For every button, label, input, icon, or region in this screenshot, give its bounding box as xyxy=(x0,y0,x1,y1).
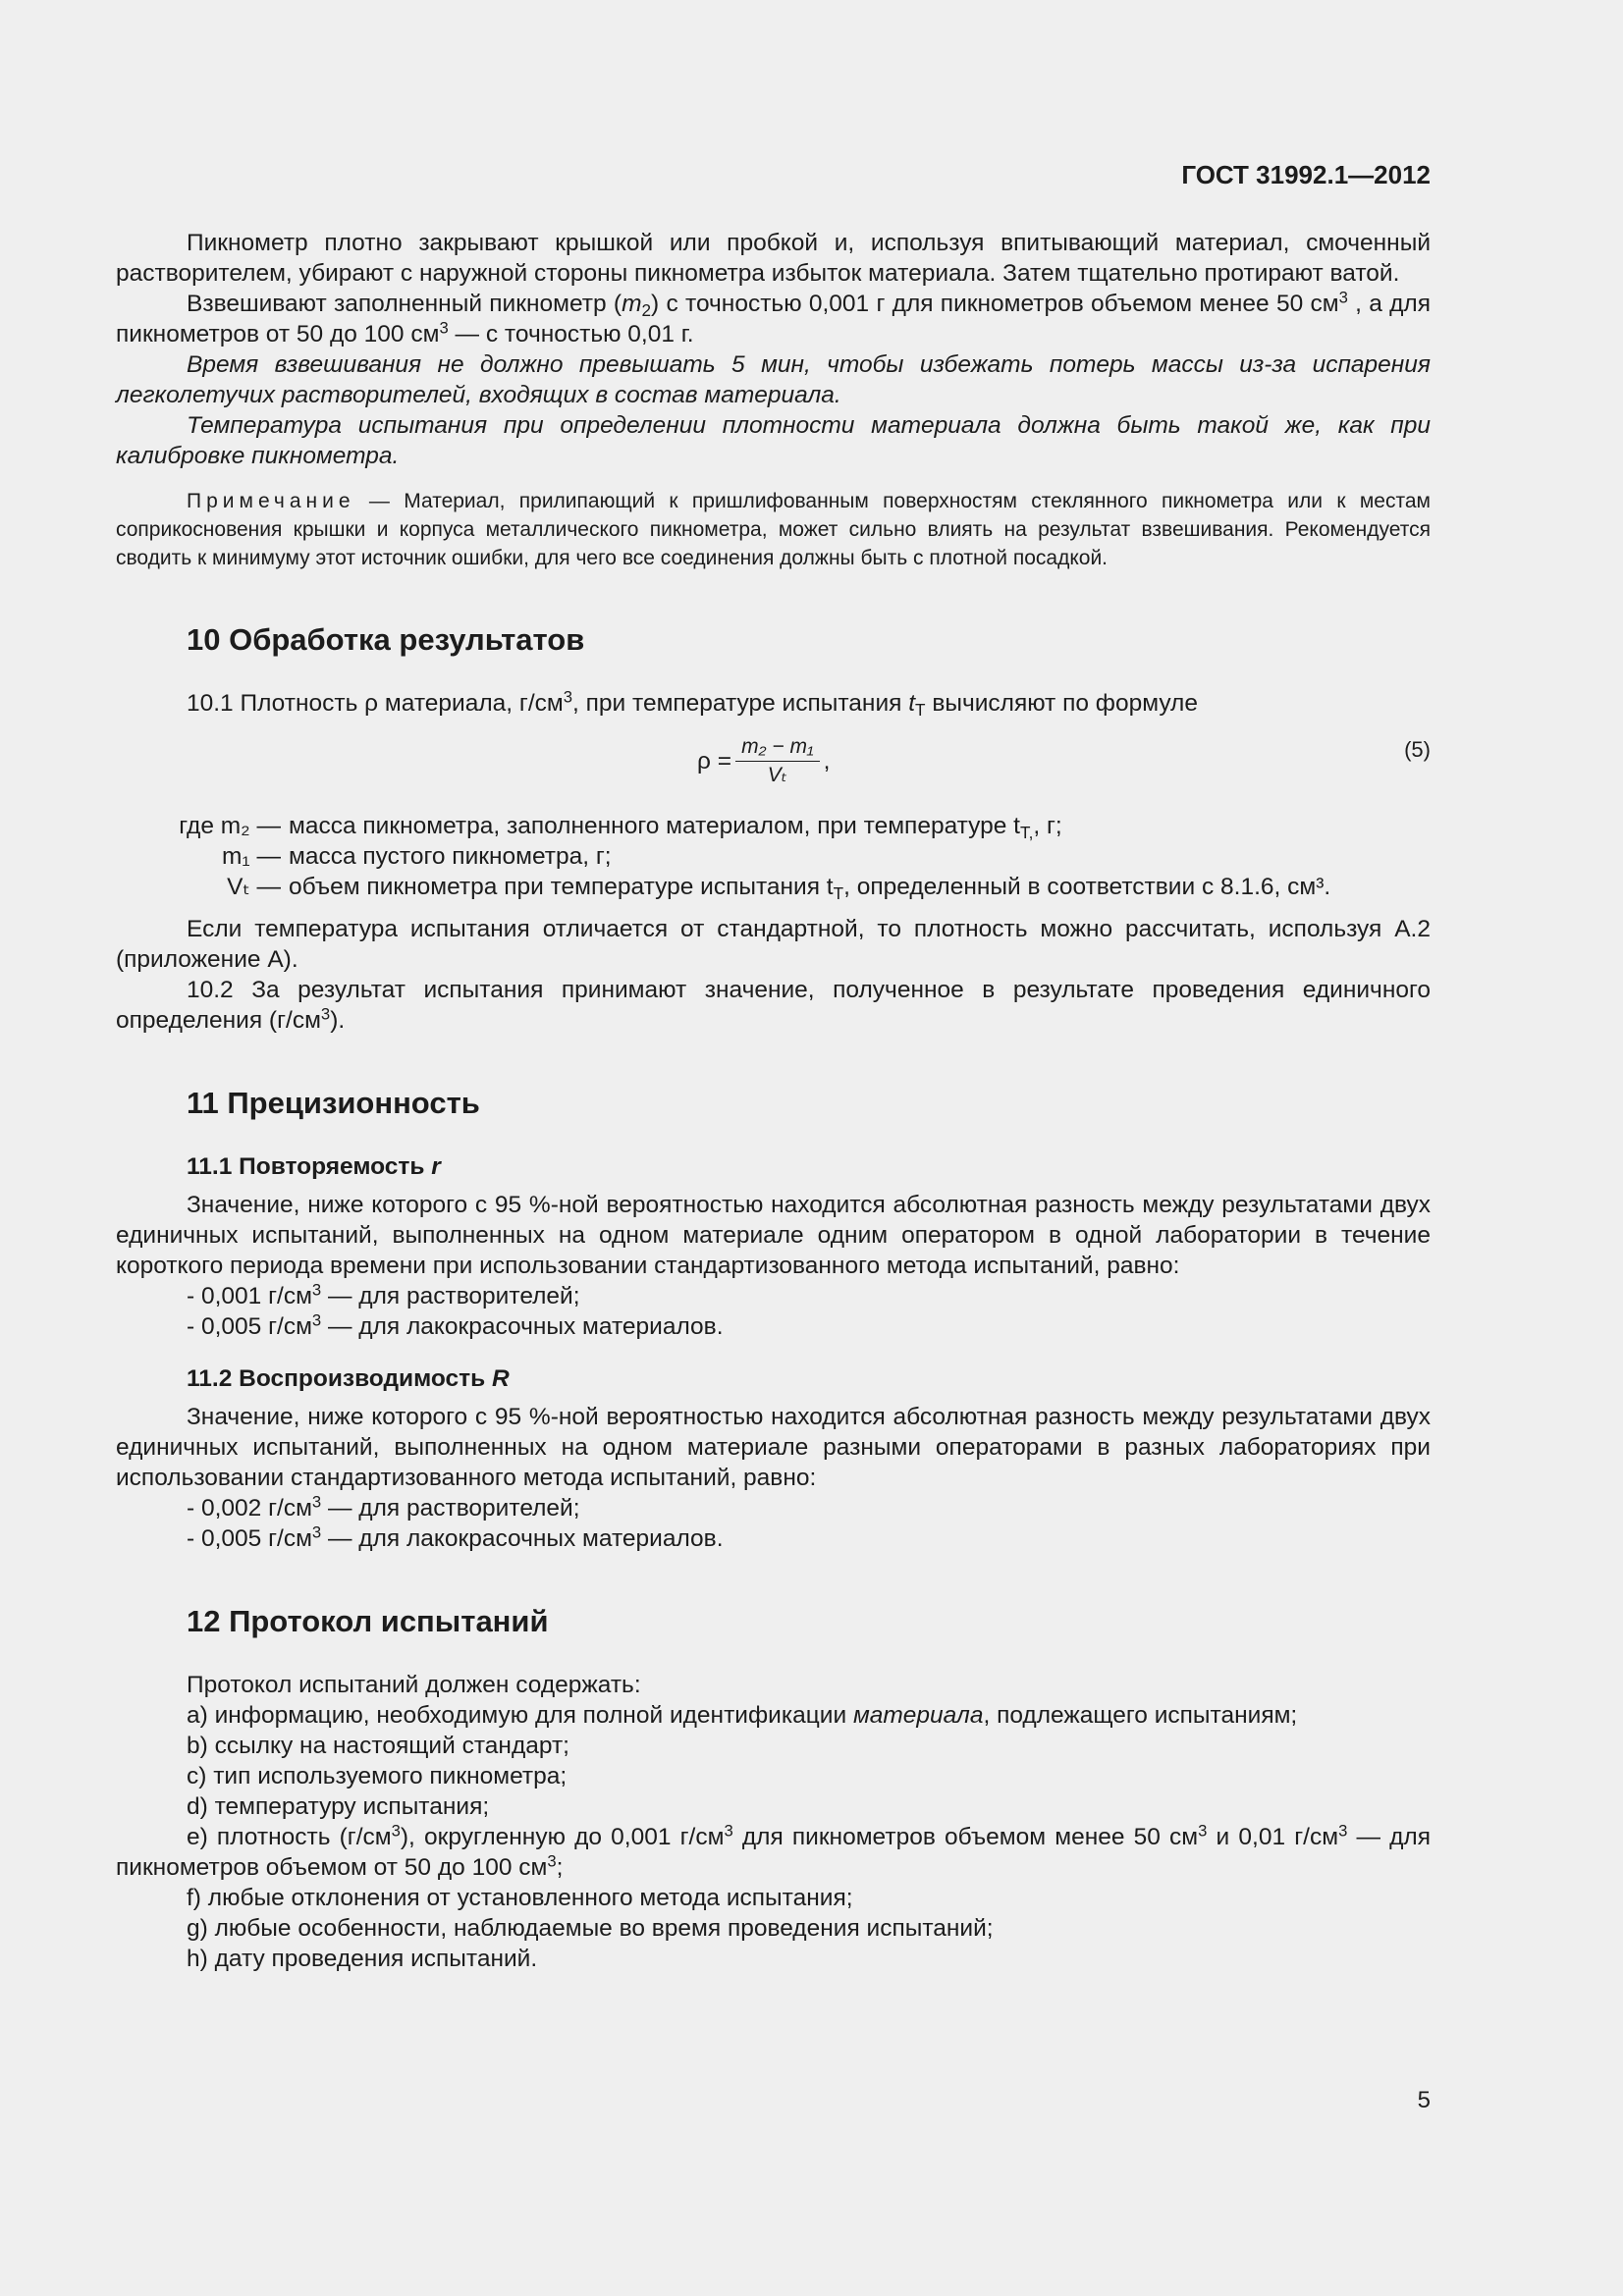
list-item: - 0,002 $г/см^3$ — для растворителей; xyxy=(187,1492,580,1522)
list-item: c) тип используемого пикнометра; xyxy=(187,1763,568,1789)
page-content xyxy=(116,228,1431,1974)
list-item: e) плотность $(г/см^3)$, округленную до 0,001 $г/см^3$ для пикнометров объемом менее 50 $см^3$ и 0,01 $г/см^3$ — для пикнометров объемом от 50 до 100 $см^3$; xyxy=(116,1821,1431,1881)
paragraph: Значение, ниже которого с 95 %-ной вероятностью находится абсолютная разность между результатами двух единичных испытаний, выполненных на одном материале разными операторами в разных лабораториях при использовании стандартизованного метода испытаний, равно: xyxy=(116,1404,1431,1491)
page-number: 5 xyxy=(1417,2087,1431,2113)
formula-denominator: Vₜ xyxy=(767,764,787,786)
paragraph: Время взвешивания не должно превышать 5 мин, чтобы избежать потерь массы из-за испарения легколетучих растворителей, входящих в состав материала. xyxy=(116,351,1431,408)
formula-fraction xyxy=(735,734,820,788)
list-item: - 0,005 $г/см^3$ — для лакокрасочных материалов. xyxy=(187,1310,724,1340)
section-11-title: 11 Прецизионность xyxy=(187,1086,480,1120)
formula-number: (5) xyxy=(1404,737,1431,762)
subsection-11-2-title: 11.2 Воспроизводимость R xyxy=(187,1365,510,1392)
paragraph: Взвешивают заполненный пикнометр $(m_2)$ с точностью 0,001 г для пикнометров объемом менее 50 $см^3$ , а для пикнометров от 50 до 100 $см^3$ — с точностью 0,01 г. xyxy=(116,288,1431,347)
list-item: h) дату проведения испытаний. xyxy=(187,1946,538,1972)
paragraph: Если температура испытания отличается от стандартной, то плотность можно рассчитать, используя А.2 (приложение А). xyxy=(116,916,1431,973)
note-label: Примечание xyxy=(187,490,355,512)
document-header: ГОСТ 31992.1—2012 xyxy=(1181,160,1431,189)
section-10-title: 10 Обработка результатов xyxy=(187,622,585,657)
list-item: d) температуру испытания; xyxy=(187,1793,490,1820)
list-item: a) информацию, необходимую для полной идентификации материала, подлежащего испытаниям; xyxy=(187,1702,1298,1729)
variable-definitions xyxy=(116,811,1431,902)
paragraph: Пикнометр плотно закрывают крышкой или пробкой и, используя впитывающий материал, смоченный растворителем, убирают с наружной стороны пикнометра избыток материала. Затем тщательно протирают ватой. xyxy=(116,230,1431,287)
definition-row: m₁ — масса пустого пикнометра, г; xyxy=(222,843,612,870)
subsection-11-1-title: 11.1 Повторяемость r xyxy=(187,1153,441,1180)
paragraph: Значение, ниже которого с 95 %-ной вероятностью находится абсолютная разность между результатами двух единичных испытаний, выполненных на одном материале одним оператором в одной лаборатории в течение короткого периода времени при использовании стандартизованного метода испытаний, равно: xyxy=(116,1192,1431,1279)
definition-row: где m₂ — масса пикнометра, заполненного материалом, при температуре $t_{T,}$, г; xyxy=(179,813,1062,843)
section-12-title: 12 Протокол испытаний xyxy=(187,1604,549,1638)
definition-row: Vₜ — объем пикнометра при температуре испытания $t_T$, определенный в соответствии с 8.1.6, см³. xyxy=(227,874,1331,904)
formula-5 xyxy=(116,724,1431,799)
formula-tail: , xyxy=(823,748,831,774)
formula-lhs: ρ = xyxy=(697,748,732,774)
formula-numerator: m₂ − m₁ xyxy=(735,734,820,762)
list-item: - 0,005 $г/см^3$ — для лакокрасочных материалов. xyxy=(187,1522,724,1552)
list-item: f) любые отклонения от установленного метода испытания; xyxy=(187,1885,853,1911)
paragraph: 10.2 За результат испытания принимают значение, полученное в результате проведения единичного определения $(г/см^3)$. xyxy=(116,977,1431,1034)
list-item: g) любые особенности, наблюдаемые во время проведения испытаний; xyxy=(187,1915,994,1942)
paragraph: Температура испытания при определении плотности материала должна быть такой же, как при калибровке пикнометра. xyxy=(116,412,1431,469)
note: Примечание — Материал, прилипающий к пришлифованным поверхностям стеклянного пикнометра или к местам соприкосновения крышки и корпуса металлического пикнометра, может сильно влиять на результат взвешивания. Рекомендуется сводить к минимуму этот источник ошибки, для чего все соединения должны быть с плотной посадкой. xyxy=(116,490,1431,569)
paragraph: Протокол испытаний должен содержать: xyxy=(187,1672,641,1698)
paragraph: 10.1 Плотность ρ материала, $г/см^3$, при температуре испытания $t_T$ вычисляют по формуле xyxy=(187,687,1198,721)
list-item: - 0,001 $г/см^3$ — для растворителей; xyxy=(187,1280,580,1309)
list-item: b) ссылку на настоящий стандарт; xyxy=(187,1733,569,1759)
